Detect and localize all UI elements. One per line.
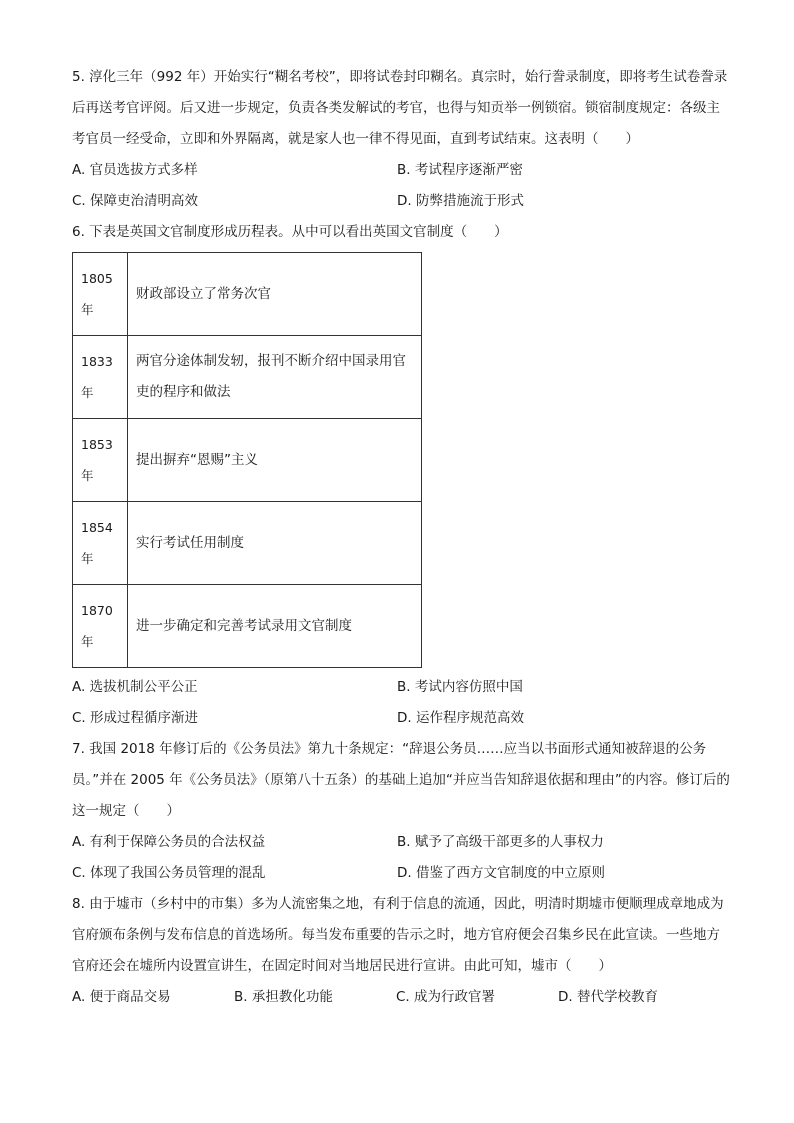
- exam-page: [72, 62, 732, 1013]
- q5-option-c[interactable]: C. 保障吏治清明高效: [72, 193, 199, 209]
- q7-option-d[interactable]: D. 借鉴了西方文官制度的中立原则: [397, 865, 605, 881]
- event-cell: 两官分途体制发轫，报刊不断介绍中国录用官吏的程序和做法: [128, 336, 422, 419]
- q6-option-b[interactable]: B. 考试内容仿照中国: [397, 679, 523, 695]
- year-cell: 1805 年: [73, 253, 128, 336]
- history-table: [72, 252, 422, 668]
- year-cell: 1853 年: [73, 419, 128, 502]
- q7-options-row-1: [72, 827, 732, 858]
- event-cell: 实行考试任用制度: [128, 502, 422, 585]
- q5-options-row-1: [72, 155, 732, 186]
- q6-options-row-2: [72, 703, 732, 734]
- q7-option-a[interactable]: A. 有利于保障公务员的合法权益: [72, 834, 266, 850]
- q6-option-a[interactable]: A. 选拔机制公平公正: [72, 679, 198, 695]
- event-cell: 财政部设立了常务次官: [128, 253, 422, 336]
- q5-option-b[interactable]: B. 考试程序逐渐严密: [397, 162, 523, 178]
- q8-option-a[interactable]: A. 便于商品交易: [72, 989, 171, 1005]
- event-cell: 进一步确定和完善考试录用文官制度: [128, 585, 422, 668]
- q8-option-d[interactable]: D. 替代学校教育: [558, 989, 658, 1005]
- q8-options-row: [72, 982, 732, 1013]
- q7-options-row-2: [72, 858, 732, 889]
- table-row: [73, 419, 422, 502]
- table-row: [73, 336, 422, 419]
- q6-stem: 6. 下表是英国文官制度形成历程表。从中可以看出英国文官制度（ ）: [72, 224, 508, 240]
- year-cell: 1854 年: [73, 502, 128, 585]
- q8-option-b[interactable]: B. 承担教化功能: [234, 989, 333, 1005]
- q8-option-c[interactable]: C. 成为行政官署: [396, 989, 496, 1005]
- q6-option-d[interactable]: D. 运作程序规范高效: [397, 710, 524, 726]
- q7-stem: 7. 我国 2018 年修订后的《公务员法》第九十条规定：“辞退公务员……应当以书面形式通知被辞退的公务员。”并在 2005 年《公务员法》（原第八十五条）的基础上追加“并应当告知辞退依据和理由”的内容。修订后的这一规定（ ）: [72, 741, 730, 819]
- q5-options-row-2: [72, 186, 732, 217]
- q8-stem: 8. 由于墟市（乡村中的市集）多为人流密集之地，有利于信息的流通，因此，明清时期墟市便顺理成章地成为官府颁布条例与发布信息的首选场所。每当发布重要的告示之时，地方官府便会召集乡民在此宣读。一些地方官府还会在墟所内设置宣讲生，在固定时间对当地居民进行宣讲。由此可知，墟市（ ）: [72, 896, 724, 974]
- q5-option-d[interactable]: D. 防弊措施流于形式: [397, 193, 524, 209]
- q7-option-b[interactable]: B. 赋予了高级干部更多的人事权力: [397, 834, 604, 850]
- q6-option-c[interactable]: C. 形成过程循序渐进: [72, 710, 199, 726]
- table-row: [73, 502, 422, 585]
- q5-stem: 5. 淳化三年（992 年）开始实行“糊名考校”，即将试卷封印糊名。真宗时，始行誊录制度，即将考生试卷誊录后再送考官评阅。后又进一步规定，负责各类发解试的考官，也得与知贡举一例锁宿。锁宿制度规定：各级主考官员一经受命，立即和外界隔离，就是家人也一律不得见面，直到考试结束。这表明（ ）: [72, 69, 728, 147]
- event-cell: 提出摒弃“恩赐”主义: [128, 419, 422, 502]
- q6-options-row-1: [72, 672, 732, 703]
- q5-option-a[interactable]: A. 官员选拔方式多样: [72, 162, 198, 178]
- year-cell: 1870 年: [73, 585, 128, 668]
- year-cell: 1833 年: [73, 336, 128, 419]
- table-row: [73, 253, 422, 336]
- table-row: [73, 585, 422, 668]
- q7-option-c[interactable]: C. 体现了我国公务员管理的混乱: [72, 865, 266, 881]
